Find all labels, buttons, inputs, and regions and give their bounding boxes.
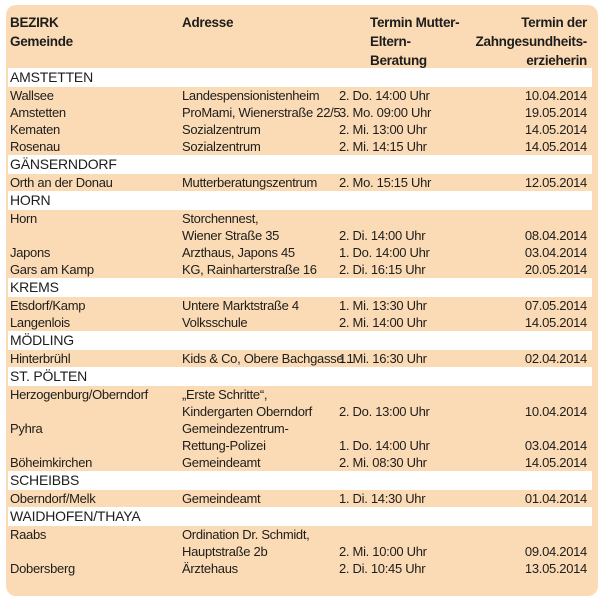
table-row [6, 490, 598, 507]
termin-beratung-cell: 2. Mi. 14:00 Uhr [339, 315, 427, 330]
gemeinde-cell: Oberndorf/Melk [10, 491, 96, 506]
adresse-line: KG, Rainharterstraße 16 [182, 262, 317, 277]
termin-zahn-datum-cell: 19.05.2014 [524, 105, 587, 120]
table-row [6, 350, 598, 367]
table-row [6, 174, 598, 191]
header-zahn-line-2: Zahngesundheits- [475, 34, 587, 49]
adresse-cell [182, 210, 339, 244]
gemeinde-cell: Wallsee [10, 88, 54, 103]
adresse-line: Volksschule [182, 315, 248, 330]
termin-zahn-datum-cell: 10.04.2014 [524, 88, 587, 103]
table-row [6, 560, 598, 577]
termin-beratung-cell: 2. Di. 14:00 Uhr [339, 228, 426, 243]
gemeinde-cell: Böheimkirchen [10, 455, 93, 470]
termin-zahn-datum-cell: 14.05.2014 [524, 122, 587, 137]
gemeinde-cell: Kematen [10, 122, 60, 137]
table-row [6, 420, 598, 454]
termin-beratung-cell: 1. Di. 14:30 Uhr [339, 491, 426, 506]
gemeinde-cell: Rosenau [10, 139, 60, 154]
gemeinde-cell: Hinterbrühl [10, 351, 71, 366]
adresse-cell [182, 420, 339, 454]
adresse-line: Hauptstraße 2b [182, 544, 268, 559]
adresse-line: ProMami, Wienerstraße 22/5 [182, 105, 341, 120]
termin-beratung-cell: 3. Mo. 09:00 Uhr [339, 105, 432, 120]
termin-zahn-datum-cell: 03.04.2014 [524, 438, 587, 453]
termin-zahn-datum-cell: 02.04.2014 [524, 351, 587, 366]
table-row [6, 386, 598, 420]
adresse-cell [182, 560, 339, 577]
table-row [6, 526, 598, 560]
adresse-line: Untere Marktstraße 4 [182, 298, 299, 313]
district-band [8, 155, 592, 174]
adresse-cell [182, 244, 339, 261]
district-label: MÖDLING [10, 332, 74, 348]
termin-zahn-datum-cell: 14.05.2014 [524, 139, 587, 154]
district-label: WAIDHOFEN/THAYA [10, 508, 141, 524]
district-band [8, 507, 592, 526]
termin-beratung-cell: 2. Do. 14:00 Uhr [339, 88, 430, 103]
adresse-line: Sozialzentrum [182, 122, 261, 137]
header-zahn-line-1: Termin der [521, 15, 587, 30]
termin-zahn-datum-cell: 10.04.2014 [524, 404, 587, 419]
table-row [6, 314, 598, 331]
adresse-line: Gemeindeamt [182, 455, 261, 470]
termin-beratung-cell: 1. Mi. 13:30 Uhr [339, 298, 427, 313]
district-band [8, 331, 592, 350]
termin-zahn-datum-cell: 13.05.2014 [524, 561, 587, 576]
schedule-table [6, 5, 598, 596]
adresse-line: Kindergarten Oberndorf [182, 404, 312, 419]
table-row [6, 261, 598, 278]
header-termin-line-2: Eltern- [370, 34, 411, 49]
adresse-line: „Erste Schritte“, [182, 387, 268, 402]
termin-beratung-cell: 2. Mi. 10:00 Uhr [339, 544, 427, 559]
termin-zahn-datum-cell: 09.04.2014 [524, 544, 587, 559]
termin-zahn-datum-cell: 08.04.2014 [524, 228, 587, 243]
district-label: AMSTETTEN [10, 69, 93, 85]
district-label: HORN [10, 192, 51, 208]
table-row [6, 297, 598, 314]
termin-beratung-cell: 2. Mo. 15:15 Uhr [339, 175, 432, 190]
adresse-cell [182, 87, 339, 104]
district-band [8, 278, 592, 297]
gemeinde-cell: Etsdorf/Kamp [10, 298, 86, 313]
adresse-line: Wiener Straße 35 [182, 228, 280, 243]
header-bezirk-line: BEZIRK [10, 15, 59, 30]
termin-zahn-datum-cell: 07.05.2014 [524, 298, 587, 313]
table-row [6, 454, 598, 471]
header-termin-zahngesundheitserzieherin [459, 13, 587, 70]
district-label: SCHEIBBS [10, 472, 80, 488]
adresse-cell [182, 490, 339, 507]
adresse-line: Gemeindeamt [182, 491, 261, 506]
adresse-cell [182, 314, 339, 331]
header-adresse [182, 13, 339, 70]
district-band [8, 191, 592, 210]
gemeinde-cell: Amstetten [10, 105, 66, 120]
termin-beratung-cell: 2. Di. 10:45 Uhr [339, 561, 426, 576]
adresse-cell [182, 386, 339, 420]
termin-zahn-datum-cell: 20.05.2014 [524, 262, 587, 277]
adresse-line: Arzthaus, Japons 45 [182, 245, 295, 260]
adresse-cell [182, 350, 354, 367]
adresse-line: Kids & Co, Obere Bachgasse 1 [182, 351, 354, 366]
adresse-line: Sozialzentrum [182, 139, 261, 154]
adresse-line: Mutterberatungszentrum [182, 175, 318, 190]
termin-beratung-cell: 2. Mi. 08:30 Uhr [339, 455, 427, 470]
header-termin-line-3: Beratung [370, 53, 427, 68]
header-zahn-line-3: erzieherin [526, 53, 587, 68]
termin-zahn-datum-cell: 12.05.2014 [524, 175, 587, 190]
gemeinde-cell: Raabs [10, 527, 47, 542]
adresse-line: Gemeindezentrum- [182, 421, 289, 436]
adresse-line: Rettung-Polizei [182, 438, 266, 453]
district-band [8, 471, 592, 490]
adresse-cell [182, 526, 339, 560]
gemeinde-cell: Japons [10, 245, 51, 260]
termin-beratung-cell: 1. Do. 14:00 Uhr [339, 245, 430, 260]
adresse-cell [182, 261, 339, 278]
header-bezirk-gemeinde [10, 13, 182, 70]
termin-zahn-datum-cell: 14.05.2014 [524, 315, 587, 330]
adresse-cell [182, 138, 339, 155]
termin-beratung-cell: 1. Mi. 16:30 Uhr [339, 351, 427, 366]
adresse-cell [182, 121, 339, 138]
table-row [6, 138, 598, 155]
termin-beratung-cell: 2. Mi. 14:15 Uhr [339, 139, 427, 154]
adresse-cell [182, 454, 339, 471]
termin-beratung-cell: 2. Mi. 13:00 Uhr [339, 122, 427, 137]
table-row [6, 121, 598, 138]
gemeinde-cell: Herzogenburg/Oberndorf [10, 387, 148, 402]
gemeinde-cell: Horn [10, 211, 37, 226]
district-band [8, 68, 592, 87]
adresse-cell [182, 174, 339, 191]
adresse-line: Storchennest, [182, 211, 259, 226]
header-gemeinde-line: Gemeinde [10, 34, 73, 49]
table-header [6, 5, 598, 68]
termin-zahn-datum-cell: 03.04.2014 [524, 245, 587, 260]
district-band [8, 367, 592, 386]
termin-zahn-datum-cell: 01.04.2014 [524, 491, 587, 506]
adresse-line: Landespensionistenheim [182, 88, 320, 103]
adresse-cell [182, 104, 339, 121]
gemeinde-cell: Pyhra [10, 421, 43, 436]
termin-beratung-cell: 1. Do. 14:00 Uhr [339, 438, 430, 453]
table-body [6, 68, 598, 577]
table-row [6, 87, 598, 104]
district-label: GÄNSERNDORF [10, 156, 117, 172]
gemeinde-cell: Dobersberg [10, 561, 75, 576]
table-row [6, 104, 598, 121]
adresse-line: Ärztehaus [182, 561, 238, 576]
table-row [6, 210, 598, 244]
termin-beratung-cell: 2. Do. 13:00 Uhr [339, 404, 430, 419]
termin-beratung-cell: 2. Di. 16:15 Uhr [339, 262, 426, 277]
gemeinde-cell: Gars am Kamp [10, 262, 94, 277]
adresse-line: Ordination Dr. Schmidt, [182, 527, 310, 542]
termin-zahn-datum-cell: 14.05.2014 [524, 455, 587, 470]
header-termin-line-1: Termin Mutter- [370, 15, 460, 30]
header-adresse-line: Adresse [182, 15, 234, 30]
district-label: ST. PÖLTEN [10, 368, 88, 384]
gemeinde-cell: Langenlois [10, 315, 70, 330]
district-label: KREMS [10, 279, 59, 295]
adresse-cell [182, 297, 339, 314]
header-termin-mutter-eltern-beratung [339, 13, 459, 70]
table-row [6, 244, 598, 261]
gemeinde-cell: Orth an der Donau [10, 175, 113, 190]
